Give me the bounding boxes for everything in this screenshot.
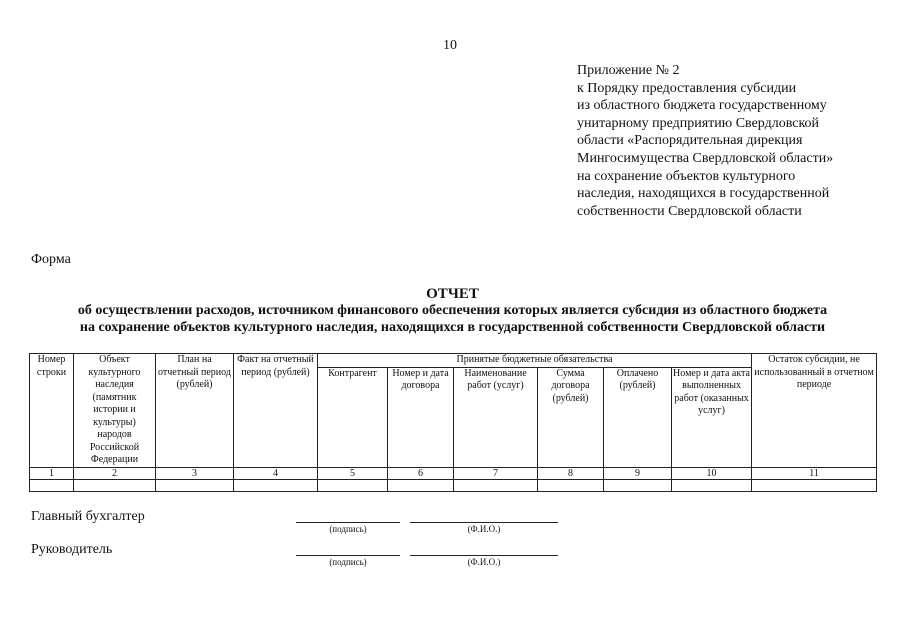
header-act-no-date: Номер и дата акта выполненных работ (оказанных услуг) [672,367,752,467]
appendix-line: унитарному предприятию Свердловской [577,115,820,131]
column-number: 1 [30,467,74,479]
table-cell[interactable] [318,479,388,491]
report-subtitle-2: на сохранение объектов культурного наследия, находящихся в государственной собственности Свердловской области [79,320,826,335]
header-balance: Остаток субсидии, не использованный в отчетном периоде [752,354,877,468]
header-obligations: Принятые бюджетные обязательства [318,354,752,368]
appendix-line: на сохранение объектов культурного [577,168,796,184]
header-row-number: Номер строки [30,354,74,468]
report-subtitle-1: об осуществлении расходов, источником финансового обеспечения которых является субсидия из областного бюджета [77,303,828,318]
header-works-name: Наименование работ (услуг) [454,367,538,467]
column-number: 6 [388,467,454,479]
page-number: 10 [443,38,457,53]
head-label: Руководитель [31,542,113,557]
signature-caption: (подпись) [329,524,367,534]
column-number: 2 [74,467,156,479]
column-number: 7 [454,467,538,479]
name-caption: (Ф.И.О.) [467,557,501,567]
table-cell[interactable] [30,479,74,491]
column-number: 3 [156,467,234,479]
chief-accountant-label: Главный бухгалтер [31,509,145,524]
table-cell[interactable] [74,479,156,491]
column-numbers-row [30,467,877,479]
form-label: Форма [31,252,71,267]
appendix-block [577,62,877,220]
table-header-row [30,354,877,368]
table-cell[interactable] [538,479,604,491]
column-number: 10 [672,467,752,479]
head-name-line[interactable] [410,555,558,556]
header-paid: Оплачено (рублей) [604,367,672,467]
column-number: 8 [538,467,604,479]
table-cell[interactable] [454,479,538,491]
report-title: ОТЧЕТ [426,286,479,302]
header-fact: Факт на отчетный период (рублей) [234,354,318,468]
table-cell[interactable] [752,479,877,491]
appendix-line: Приложение № 2 [577,63,680,78]
header-contract-no-date: Номер и дата договора [388,367,454,467]
header-plan: План на отчетный период (рублей) [156,354,234,468]
column-number: 4 [234,467,318,479]
appendix-line: к Порядку предоставления субсидии [577,80,797,96]
header-contract-sum: Сумма договора (рублей) [538,367,604,467]
appendix-line: из областного бюджета государственному [577,98,827,114]
column-number: 5 [318,467,388,479]
appendix-line: наследия, находящихся в государственной [577,186,830,202]
header-object: Объект культурного наследия (памятник истории и культуры) народов Российской Федерации [74,354,156,468]
chief-accountant-signature-line[interactable] [296,522,400,523]
head-signature-line[interactable] [296,555,400,556]
column-number: 9 [604,467,672,479]
table-cell[interactable] [672,479,752,491]
table-cell[interactable] [388,479,454,491]
report-table [29,353,877,492]
name-caption: (Ф.И.О.) [467,524,501,534]
column-number: 11 [752,467,877,479]
chief-accountant-name-line[interactable] [410,522,558,523]
appendix-line: собственности Свердловской области [577,203,802,219]
header-contractor: Контрагент [318,367,388,467]
appendix-line: области «Распорядительная дирекция [577,133,803,149]
signature-caption: (подпись) [329,557,367,567]
appendix-line: Мингосимущества Свердловской области» [577,150,834,166]
table-cell[interactable] [234,479,318,491]
table-row [30,479,877,491]
table-cell[interactable] [156,479,234,491]
table-cell[interactable] [604,479,672,491]
